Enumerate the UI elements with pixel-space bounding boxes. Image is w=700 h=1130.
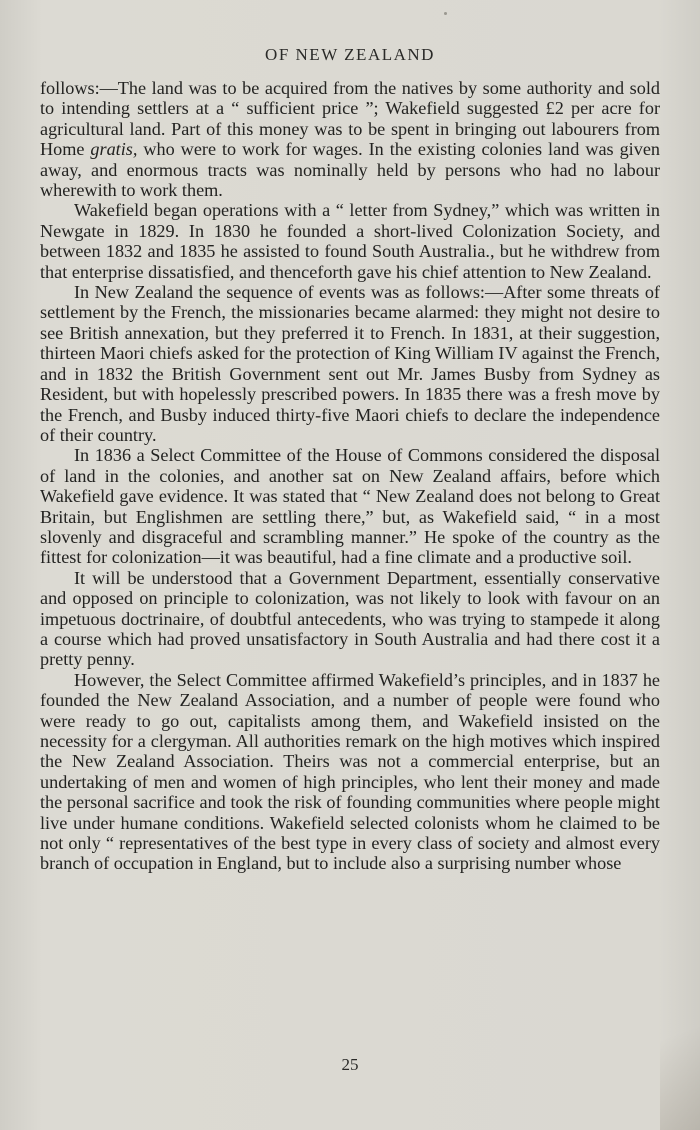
paragraph-5: It will be understood that a Government Department, essentially conservative and opposed on principle to colonization, was not likely to look with favour on an impetuous doctrinaire, of doubtful antecedents, who was trying to stampede it along a course which had proved unsatisfactory in South Australia and had there cost it a pretty penny. (40, 567, 660, 670)
paragraph-1-part-a: follows:—The land was to be acquired from the natives by some authority and sold to intending settlers at a “ sufficient price ”; Wakefield suggested £2 per acre for agricultural land. Part of this money was to be spent in bringing out labourers from Home (40, 78, 660, 160)
paragraph-1-italic: gratis, (90, 139, 138, 160)
paper-speck (444, 12, 447, 15)
paragraph-1-part-b: who were to work for wages. In the existing colonies land was given away, and enormous tracts was nominally held by persons who had no labour wherewith to work them. (40, 139, 660, 201)
paragraph-6: However, the Select Committee affirmed Wakefield’s principles, and in 1837 he founded the New Zealand Association, and a number of people were found who were ready to go out, capitalists among them, and Wakefield insisted on the necessity for a clergyman. All authorities remark on the high motives which inspired the New Zealand Association. Theirs was not a commercial enterprise, but an undertaking of men and women of high principles, who lent their money and made the personal sacrifice and took the risk of founding communities where people might live under humane conditions. Wakefield selected colonists whom he claimed to be not only “ representatives of the best type in every class of society and almost every branch of occupation in England, but to include also a surprising number whose (40, 669, 660, 874)
paragraph-1 (40, 78, 660, 200)
paragraph-4: In 1836 a Select Committee of the House of Commons considered the disposal of land in the colonies, and another sat on New Zealand affairs, before which Wakefield gave evidence. It was stated that “ New Zealand does not belong to Great Britain, but Englishmen are settling there,” but, as Wakefield said, “ in a most slovenly and disgraceful and scrambling manner.” He spoke of the country as the fittest for colonization—it was beautiful, had a fine climate and a productive soil. (40, 445, 660, 568)
paragraph-2: Wakefield began operations with a “ letter from Sydney,” which was written in Newgate in 1829. In 1830 he founded a short-lived Colonization Society, and between 1832 and 1835 he assisted to found South Australia., but he withdrew from that enterprise dissatisfied, and thenceforth gave his chief attention to New Zealand. (40, 200, 660, 282)
body-text (40, 78, 660, 874)
running-header: OF NEW ZEALAND (265, 45, 435, 64)
page-curl-shadow (660, 970, 700, 1130)
page-number: 25 (341, 1055, 359, 1074)
paragraph-3: In New Zealand the sequence of events was as follows:—After some threats of settlement by the French, the missionaries became alarmed: they might not desire to see British annexation, but they preferred it to French. In 1831, at their suggestion, thirteen Maori chiefs asked for the protection of King William IV against the French, and in 1832 the British Government sent out Mr. James Busby from Sydney as Resident, but with hopelessly prescribed powers. In 1835 there was a fresh move by the French, and Busby induced thirty-five Maori chiefs to declare the independence of their country. (40, 282, 660, 445)
